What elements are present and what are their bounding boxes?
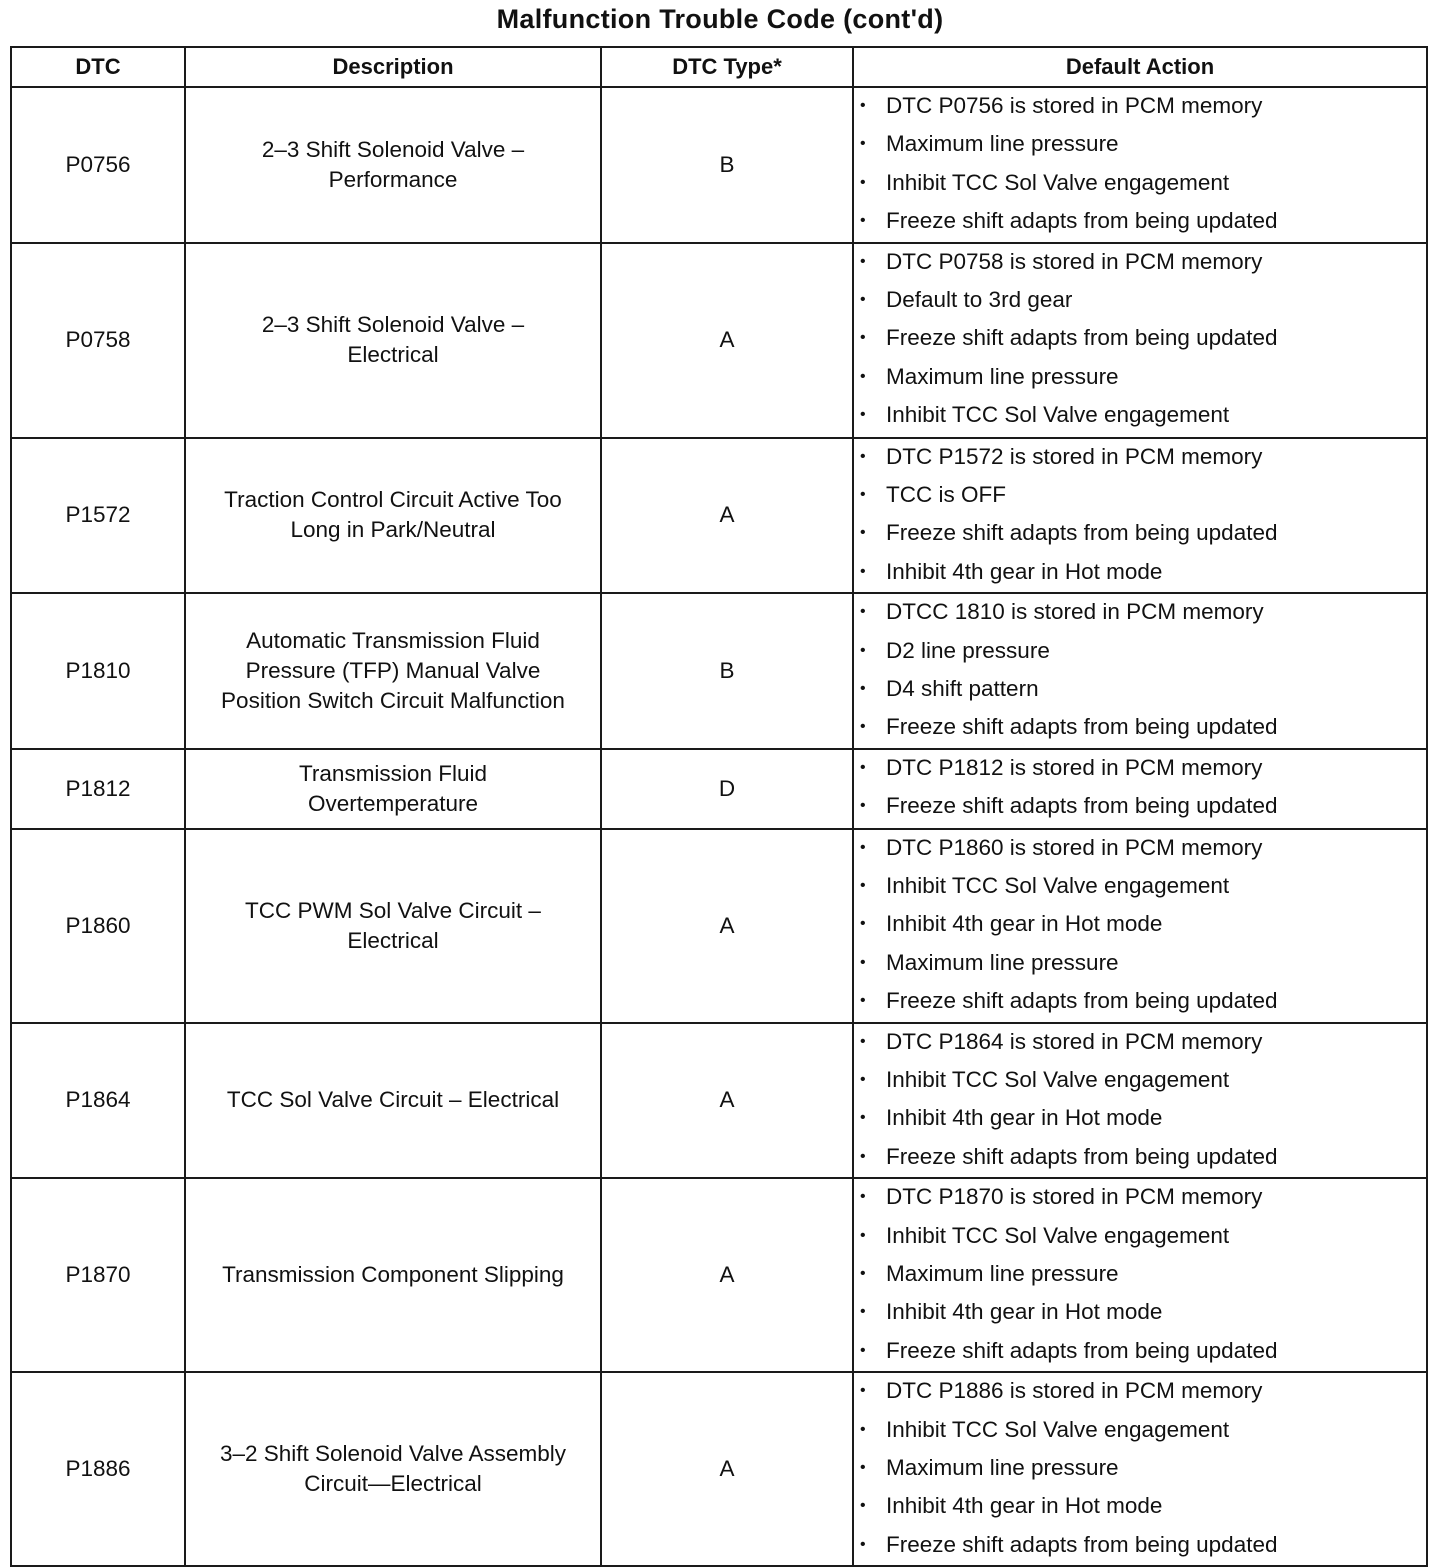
description-line: Transmission Component Slipping — [222, 1262, 564, 1288]
table-header-row — [11, 47, 1427, 87]
action-list-item: • Inhibit 4th gear in Hot mode — [854, 1488, 1426, 1526]
action-list-item: • Inhibit 4th gear in Hot mode — [854, 554, 1426, 592]
action-list-item: • Maximum line pressure — [854, 1256, 1426, 1294]
default-action-cell — [853, 749, 1427, 829]
action-list-item: • Maximum line pressure — [854, 945, 1426, 983]
description-line: Pressure (TFP) Manual Valve — [245, 657, 541, 683]
description-cell — [185, 1023, 601, 1179]
description-line: TCC Sol Valve Circuit – Electrical — [226, 1087, 560, 1113]
action-list-item: • Inhibit 4th gear in Hot mode — [854, 1294, 1426, 1332]
dtc-type-cell: A — [601, 243, 853, 438]
action-list-item: • TCC is OFF — [854, 477, 1426, 515]
description-cell — [185, 749, 601, 829]
action-list-item: • Inhibit TCC Sol Valve engagement — [854, 1062, 1426, 1100]
default-action-cell — [853, 593, 1427, 749]
action-list-item: • DTC P1860 is stored in PCM memory — [854, 830, 1426, 868]
action-list — [854, 88, 1426, 242]
description-cell — [185, 243, 601, 438]
column-header-dtc: DTC — [11, 47, 185, 87]
dtc-type-cell: A — [601, 829, 853, 1023]
table-row — [11, 829, 1427, 1023]
dtc-type-cell: B — [601, 87, 853, 243]
action-list-item: • Inhibit TCC Sol Valve engagement — [854, 397, 1426, 435]
description-cell — [185, 438, 601, 594]
action-list-item: • DTC P0758 is stored in PCM memory — [854, 244, 1426, 282]
action-list-item: • Freeze shift adapts from being updated — [854, 983, 1426, 1021]
action-list-item: • DTC P1812 is stored in PCM memory — [854, 750, 1426, 788]
dtc-code-cell: P1860 — [11, 829, 185, 1023]
dtc-code-cell: P1870 — [11, 1178, 185, 1372]
dtc-type-cell: A — [601, 438, 853, 594]
action-list-item: • DTC P1572 is stored in PCM memory — [854, 439, 1426, 477]
column-header-description: Description — [185, 47, 601, 87]
default-action-cell — [853, 829, 1427, 1023]
description-line: 2–3 Shift Solenoid Valve – — [261, 136, 525, 162]
action-list — [854, 439, 1426, 593]
default-action-cell — [853, 87, 1427, 243]
column-header-default-action: Default Action — [853, 47, 1427, 87]
action-list-item: • Freeze shift adapts from being updated — [854, 1527, 1426, 1565]
table-row — [11, 87, 1427, 243]
action-list-item: • Freeze shift adapts from being updated — [854, 1333, 1426, 1371]
description-line: Electrical — [347, 342, 439, 368]
action-list — [854, 244, 1426, 436]
dtc-code-cell: P1812 — [11, 749, 185, 829]
default-action-cell — [853, 1178, 1427, 1372]
action-list-item: • D2 line pressure — [854, 633, 1426, 671]
action-list-item: • Inhibit TCC Sol Valve engagement — [854, 868, 1426, 906]
table-row — [11, 749, 1427, 829]
action-list-item: • Freeze shift adapts from being updated — [854, 320, 1426, 358]
action-list-item: • Freeze shift adapts from being updated — [854, 203, 1426, 241]
description-line: Automatic Transmission Fluid — [246, 627, 540, 653]
description-cell — [185, 1178, 601, 1372]
action-list-item: • DTC P1864 is stored in PCM memory — [854, 1024, 1426, 1062]
action-list-item: • Freeze shift adapts from being updated — [854, 709, 1426, 747]
action-list — [854, 1024, 1426, 1178]
dtc-code-cell: P0756 — [11, 87, 185, 243]
action-list-item: • DTC P0756 is stored in PCM memory — [854, 88, 1426, 126]
action-list — [854, 1179, 1426, 1371]
page-title: Malfunction Trouble Code (cont'd) — [496, 4, 944, 34]
dtc-type-cell: B — [601, 593, 853, 749]
description-line: Circuit—Electrical — [304, 1471, 482, 1497]
default-action-cell — [853, 1023, 1427, 1179]
description-line: Traction Control Circuit Active Too — [224, 487, 562, 513]
table-row — [11, 593, 1427, 749]
dtc-code-cell: P1572 — [11, 438, 185, 594]
table-row — [11, 1372, 1427, 1566]
action-list-item: • DTC P1870 is stored in PCM memory — [854, 1179, 1426, 1217]
description-cell — [185, 829, 601, 1023]
default-action-cell — [853, 438, 1427, 594]
dtc-code-cell: P0758 — [11, 243, 185, 438]
action-list — [854, 594, 1426, 748]
dtc-code-cell: P1886 — [11, 1372, 185, 1566]
description-cell — [185, 593, 601, 749]
description-line: Long in Park/Neutral — [290, 517, 496, 543]
table-row — [11, 438, 1427, 594]
action-list-item: • Inhibit TCC Sol Valve engagement — [854, 165, 1426, 203]
action-list-item: • Inhibit TCC Sol Valve engagement — [854, 1218, 1426, 1256]
description-line: Overtemperature — [307, 790, 479, 816]
description-line: Performance — [328, 166, 458, 192]
dtc-code-cell: P1810 — [11, 593, 185, 749]
action-list-item: • Freeze shift adapts from being updated — [854, 788, 1426, 826]
action-list-item: • Maximum line pressure — [854, 359, 1426, 397]
action-list-item: • Maximum line pressure — [854, 126, 1426, 164]
action-list-item: • Freeze shift adapts from being updated — [854, 1139, 1426, 1177]
dtc-type-cell: A — [601, 1023, 853, 1179]
action-list — [854, 1373, 1426, 1565]
dtc-type-cell: A — [601, 1178, 853, 1372]
description-line: 3–2 Shift Solenoid Valve Assembly — [219, 1441, 567, 1467]
action-list-item: • D4 shift pattern — [854, 671, 1426, 709]
default-action-cell — [853, 1372, 1427, 1566]
action-list-item: • DTC P1886 is stored in PCM memory — [854, 1373, 1426, 1411]
description-cell — [185, 1372, 601, 1566]
description-line: Position Switch Circuit Malfunction — [221, 687, 565, 713]
description-line: 2–3 Shift Solenoid Valve – — [261, 312, 525, 338]
action-list-item: • Maximum line pressure — [854, 1450, 1426, 1488]
table-row — [11, 1178, 1427, 1372]
dtc-code-cell: P1864 — [11, 1023, 185, 1179]
action-list-item: • Inhibit TCC Sol Valve engagement — [854, 1412, 1426, 1450]
description-line: Transmission Fluid — [299, 760, 487, 786]
dtc-table — [10, 46, 1428, 1567]
description-line: TCC PWM Sol Valve Circuit – — [245, 897, 541, 923]
table-row — [11, 243, 1427, 438]
description-line: Electrical — [347, 927, 439, 953]
table-body — [11, 87, 1427, 1566]
action-list — [854, 750, 1426, 827]
action-list-item: • Freeze shift adapts from being updated — [854, 515, 1426, 553]
action-list-item: • Default to 3rd gear — [854, 282, 1426, 320]
dtc-type-cell: D — [601, 749, 853, 829]
action-list-item: • DTCC 1810 is stored in PCM memory — [854, 594, 1426, 632]
action-list-item: • Inhibit 4th gear in Hot mode — [854, 1100, 1426, 1138]
default-action-cell — [853, 243, 1427, 438]
dtc-type-cell: A — [601, 1372, 853, 1566]
column-header-dtc-type: DTC Type* — [601, 47, 853, 87]
action-list-item: • Inhibit 4th gear in Hot mode — [854, 906, 1426, 944]
action-list — [854, 830, 1426, 1022]
description-cell — [185, 87, 601, 243]
table-row — [11, 1023, 1427, 1179]
